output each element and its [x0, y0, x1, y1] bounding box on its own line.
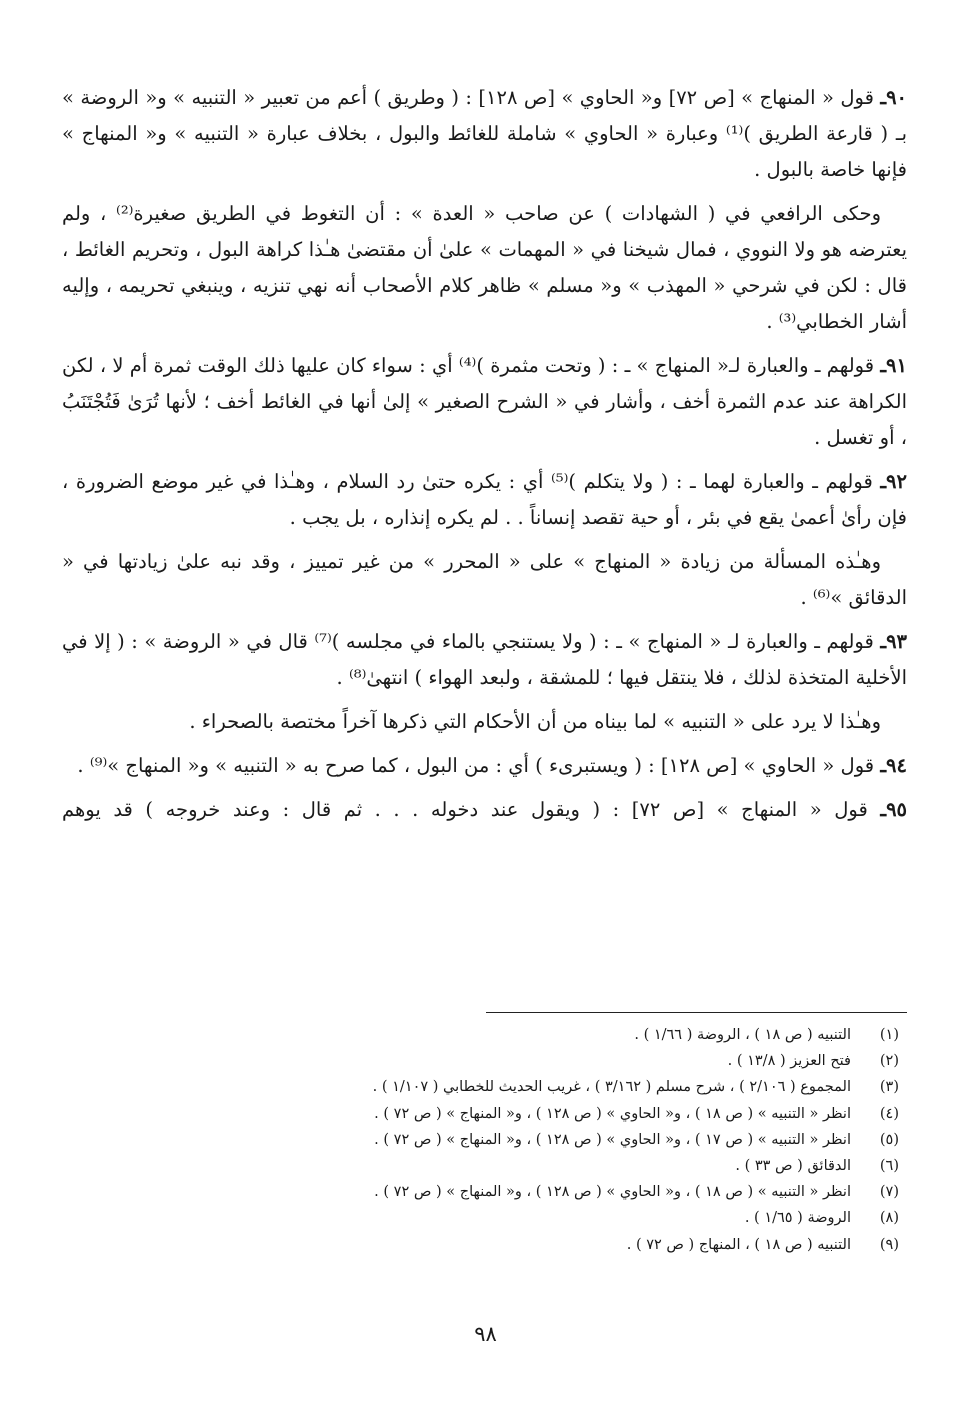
main-text: [62, 80, 907, 836]
paragraph-95: [62, 792, 907, 828]
footnote-number: (٣): [879, 1079, 899, 1096]
footnote-item: [62, 1048, 907, 1074]
footnote-text: انظر « التنبيه » ( ص ١٧ ) ، و« الحاوي » ( ص ١٢٨ ) ، و« المنهاج » ( ص ٧٢ ) .: [374, 1131, 851, 1148]
footnote-text: التنبيه ( ص ١٨ ) ، الروضة ( ١/٦٦ ) .: [634, 1027, 851, 1043]
page-number: ٩٨: [474, 1322, 497, 1346]
paragraph-text: قولهم ـ والعبارة لـ« المنهاج » ـ : ( وتحت مثمرة )⁽⁴⁾ أي : سواء كان عليها ذلك الوقت ثمرة أم لا ، لكن الكراهة عند عدم الثمرة أخف ، وأشار في « الشرح الصغير » إلىٰ أنها في الغائط أخف ؛ لأنها تُرَىٰ فَتُجْتَنَبُ ، أو تغسل .: [62, 354, 907, 449]
footnote-number: (١): [879, 1027, 899, 1043]
paragraph-94: [62, 748, 907, 784]
paragraph-text: وحكى الرافعي في ( الشهادات ) عن صاحب « العدة » : أن التغوط في الطريق صغيرة⁽²⁾ ، ولم يعترضه هو ولا النووي ، فمال شيخنا في « المهمات » علىٰ أن مقتضىٰ هـٰذا كراهة البول ، وتحريم الغائط ، قال : لكن في شرحي « المهذب » و« مسلم » ظاهر كلام الأصحاب أنه نهي تنزيه ، وينبغي تحريمه ، وإليه أشار الخطابي⁽³⁾ .: [62, 202, 907, 333]
footnote-item: [62, 1074, 907, 1100]
footnote-number: (٧): [879, 1184, 899, 1201]
footnote-item: [62, 1232, 907, 1258]
paragraph-90-cont: [62, 196, 907, 340]
issue-number: ٩٠ـ: [880, 86, 908, 109]
footnote-text: المجموع ( ٢/١٠٦ ) ، شرح مسلم ( ٣/١٦٢ ) ، غريب الحديث للخطابي ( ١/١٠٧ ) .: [372, 1079, 851, 1096]
footnote-number: (٨): [879, 1210, 899, 1227]
footnote-number: (٥): [879, 1131, 899, 1148]
paragraph-text: قول « المنهاج » [ص ٧٢] و« الحاوي » [ص ١٢٨] : ( وطريق ) أعم من تعبير « التنبيه » و« الروضة » بـ ( قارعة الطريق )⁽¹⁾ وعبارة « الحاوي » شاملة للغائط والبول ، بخلاف عبارة « التنبيه » و« المنهاج » فإنها خاصة بالبول .: [62, 86, 907, 181]
paragraph-93-cont: [62, 704, 907, 740]
paragraph-text: قول « المنهاج » [ص ٧٢] : ( ويقول عند دخوله . . . ثم قال : وعند خروجه ) قد يوهم: [62, 798, 868, 821]
paragraph-92-cont: [62, 544, 907, 616]
issue-number: ٩٥ـ: [880, 798, 908, 821]
footnote-item: [62, 1022, 907, 1048]
footnote-text: التنبيه ( ص ١٨ ) ، المنهاج ( ص ٧٢ ) .: [626, 1236, 851, 1253]
paragraph-92: [62, 464, 907, 536]
paragraph-91: [62, 348, 907, 456]
paragraph-text: وهـٰذه المسألة من زيادة « المنهاج » على « المحرر » من غير تمييز ، وقد نبه علىٰ زيادتها في « الدقائق »⁽⁶⁾ .: [62, 550, 907, 609]
footnote-text: انظر « التنبيه » ( ص ١٨ ) ، و« الحاوي » ( ص ١٢٨ ) ، و« المنهاج » ( ص ٧٢ ) .: [374, 1184, 851, 1201]
footnote-item: [62, 1205, 907, 1231]
paragraph-93: [62, 624, 907, 696]
issue-number: ٩٣ـ: [880, 630, 908, 653]
issue-number: ٩٢ـ: [880, 470, 907, 493]
footnote-text: الدقائق ( ص ٣٣ ) .: [735, 1157, 851, 1174]
footnote-divider: [486, 1012, 907, 1013]
footnotes-list: [62, 1022, 907, 1258]
footnote-item: [62, 1101, 907, 1127]
footnote-text: الروضة ( ١/٦٥ ) .: [744, 1210, 851, 1227]
paragraph-text: قولهم ـ والعبارة لهما ـ : ( ولا يتكلم )⁽⁵⁾ أي : يكره حتىٰ رد السلام ، وهـٰذا في غير موضع الضرورة ، فإن رأىٰ أعمىٰ يقع في بئر ، أو حية تقصد إنساناً . . لم يكره إنذاره ، بل يجب .: [62, 470, 907, 529]
footnote-item: [62, 1127, 907, 1153]
footnote-number: (٢): [879, 1053, 899, 1070]
footnote-item: [62, 1179, 907, 1205]
footnote-number: (٩): [879, 1236, 899, 1253]
paragraph-90: [62, 80, 907, 188]
footnote-text: انظر « التنبيه » ( ص ١٨ ) ، و« الحاوي » ( ص ١٢٨ ) ، و« المنهاج » ( ص ٧٢ ) .: [374, 1105, 851, 1122]
issue-number: ٩١ـ: [880, 354, 907, 377]
footnote-number: (٦): [879, 1157, 899, 1174]
issue-number: ٩٤ـ: [880, 754, 907, 777]
paragraph-text: قولهم ـ والعبارة لـ « المنهاج » ـ : ( ولا يستنجي بالماء في مجلسه )⁽⁷⁾ قال في « الروضة » : ( إلا في الأخلية المتخذة لذلك ، فلا ينتقل فيها ؛ للمشقة ، ولبعد الهواء ) انتهىٰ⁽⁸⁾ .: [62, 630, 907, 689]
paragraph-text: وهـٰذا لا يرد على « التنبيه » لما بيناه من أن الأحكام التي ذكرها آخراً مختصة بالصحراء .: [189, 710, 881, 733]
paragraph-text: قول « الحاوي » [ص ١٢٨] : ( ويستبرىء ) أي : من البول ، كما صرح به « التنبيه » و« المنهاج »⁽⁹⁾ .: [77, 754, 875, 777]
footnote-text: فتح العزيز ( ١٣/٨ ) .: [727, 1053, 851, 1070]
footnote-number: (٤): [879, 1105, 899, 1122]
footnote-item: [62, 1153, 907, 1179]
